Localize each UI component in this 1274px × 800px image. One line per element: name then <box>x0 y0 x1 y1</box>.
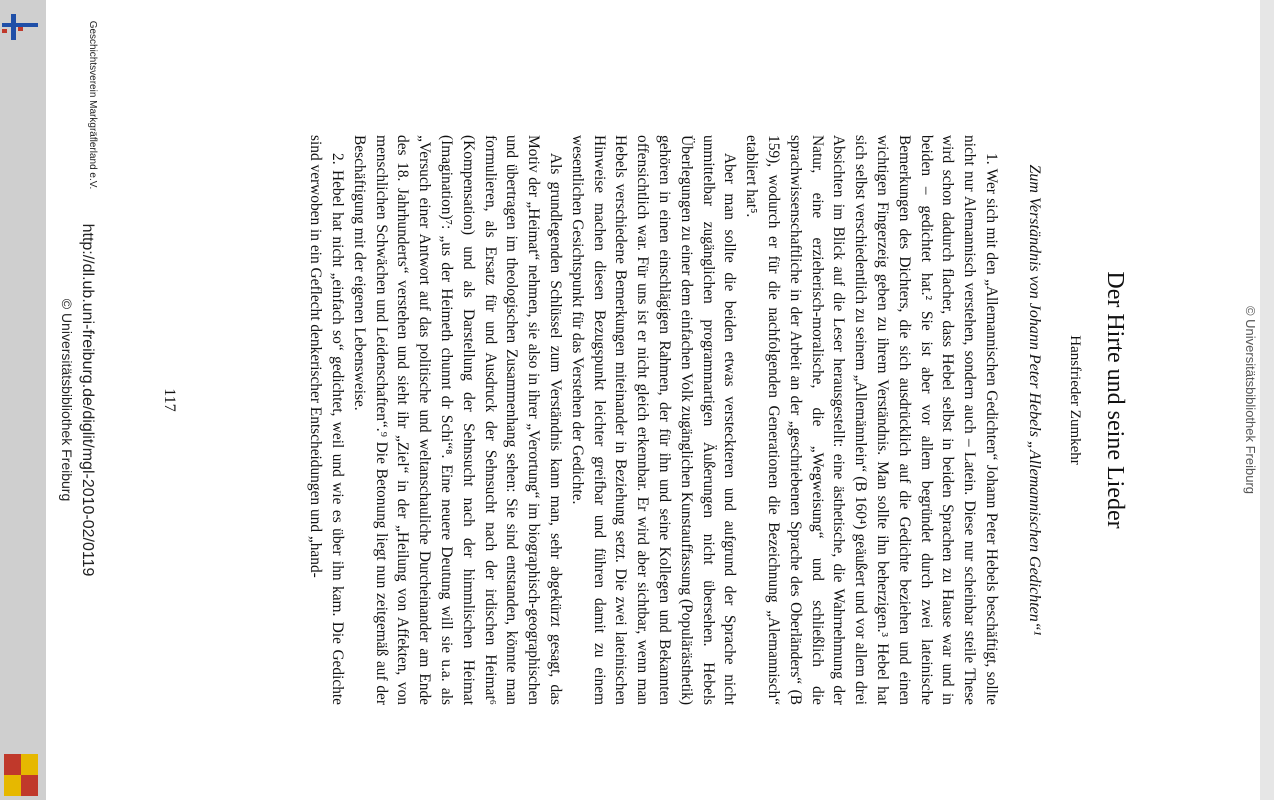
paragraph: 2. Hebel hat nicht „einfach so“ gedichtet, weil und wie es über ihn kam. Die Gedichte sind verwoben in ein Geflecht denkerischer Entscheidungen und „hand- <box>307 135 347 705</box>
paragraph: Als grundlegenden Schlüssel zum Verständnis kann man, sehr abgekürzt gesagt, das Motiv der „Heimat“ nehmen, sie also in ihrer „Verortung“ im biographisch-geographischen und übertragen im theologischen Zusammenhang sehen: Sie sind entstanden, könnte man formulieren, als Ersatz für und Ausdruck der Sehnsucht nach der irdischen Heimat⁶ (Kompensation) und als Darstellung der Sehnsucht nach der himmlischen Heimat (Imagination)⁷: „us der Heimeth chunnt dr Schi“⁸. Eine neuere Deutung will sie u.a. als „Versuch einer Antwort auf das politische und weltanschauliche Durcheinander am Ende des 18. Jahrhunderts“ verstehen und sieht ihr „Ziel“ in der „Heilung von Affekten, von menschlichen Schwächen und Leidenschaften“.⁹ Die Betonung liegt nun zeitgemäß auf der Beschäftigung mit der eigenen Lebensweise. <box>350 135 565 705</box>
left-margin-strip <box>0 0 46 800</box>
coat-of-arms-icon <box>4 754 38 796</box>
source-url[interactable]: http://dl.ub.uni-freiburg.de/diglit/mgl-2010-02/0119 <box>79 223 96 577</box>
article-title: Der Hirte und seine Lieder <box>1102 271 1128 529</box>
article-author: Hansfrieder Zumkehr <box>1067 335 1083 465</box>
paragraph: Aber man sollte die beiden etwas versteckteren und aufgrund der Sprache nicht unmittelbar zugänglichen programmartigen Äußerungen nicht übersehen. Hebels Überlegungen zu einer dem einfachen Volk zugänglichen Kunstauffassung (Populärästhetik) gehören in einen einschlägigen Rahmen, der für ihn und seine Kollegen und Bekannten offensichtlich war. Für uns ist er nicht gleich erkennbar. Er wird aber sichtbar, wenn man Hebels verschiedene Bemerkungen miteinander in Beziehung setzt. Die zwei lateinischen Hinweise machen diesen Bezugspunkt leichter greifbar und führen damit zu einem wesentlichen Gesichtspunkt für das Verstehen der Gedichte. <box>568 135 739 705</box>
article-body <box>305 135 1003 705</box>
document-page <box>46 0 1260 800</box>
header-cut-text: © Universitätsbibliothek Freiburg <box>1243 305 1258 495</box>
rotated-page-content <box>58 5 1258 795</box>
library-credit: © Universitätsbibliothek Freiburg <box>59 298 75 502</box>
society-credit: Geschichtsverein Markgräflerland e.V. <box>87 20 98 190</box>
article-subtitle: Zum Verständnis von Johann Peter Hebels „Allemannischen Gedichten“¹ <box>1026 164 1043 636</box>
ub-freiburg-logo-icon <box>2 14 38 40</box>
paragraph: 1. Wer sich mit den „Allemannischen Gedichten“ Johann Peter Hebels beschäftigt, sollte nicht nur Alemannisch verstehen, sondern auch – Latein. Diese nur scheinbar steile These wird schon dadurch flacher, dass Hebel selbst in beiden Sprachen zu Hause war und in beiden – gedichtet hat.² Sie ist aber vor allem begründet durch zwei lateinische Bemerkungen des Dichters, die sich ausdrücklich auf die Gedichte beziehen und einen wichtigen Fingerzeig geben zu ihrem Verständnis. Man sollte ihn beherzigen.³ Hebel hat sich selbst verschiedentlich zu seinem „Allemännlein“ (B 160⁴) geäußert und vor allem drei Absichten im Blick auf die Leser herausgestellt: eine ästhetische, die Wahrnehmung der Natur, eine erzieherisch-moralische, die „Wegweisung“ und schließlich die sprachwissenschaftliche in der Arbeit an der „geschriebenen Sprache des Oberländers“ (B 159), wodurch er für die nachfolgenden Generationen die Bezeichnung „Alemannisch“ etabliert hat⁵. <box>743 135 1000 705</box>
right-margin-strip <box>1260 0 1274 800</box>
page-number: 117 <box>161 388 178 412</box>
